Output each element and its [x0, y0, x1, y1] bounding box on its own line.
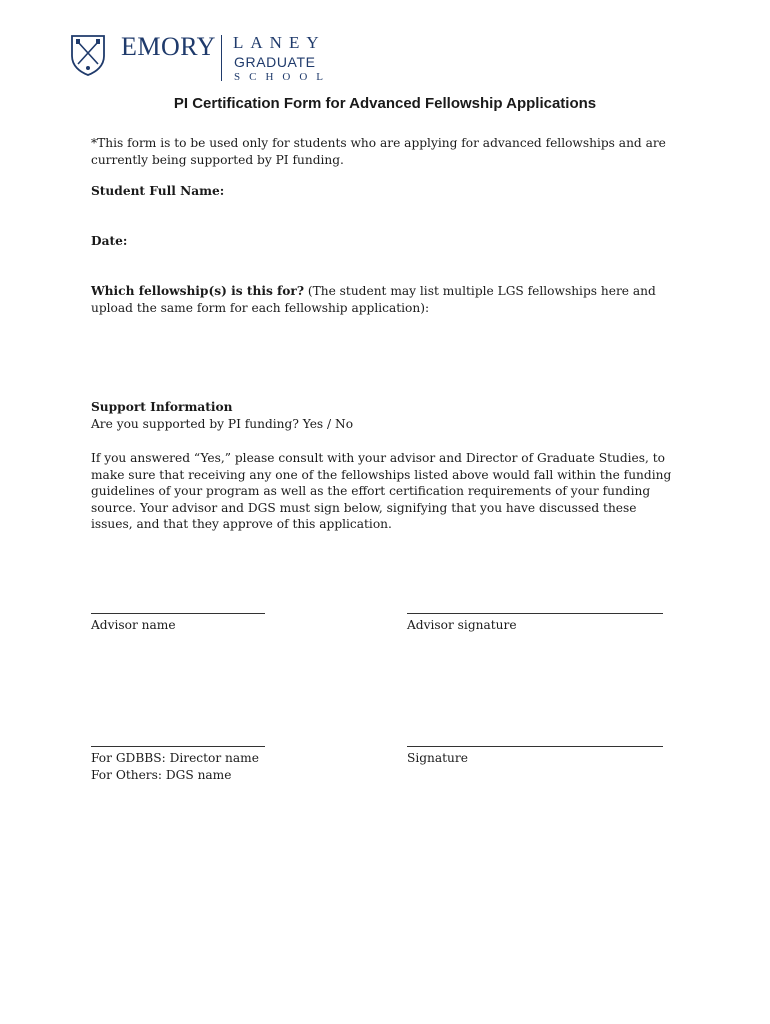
advisor-name-line [91, 613, 265, 614]
director-signature-label: Signature [407, 751, 468, 765]
emory-shield-icon [70, 34, 106, 76]
advisor-signature-line [407, 613, 663, 614]
fellowship-hint: (The student may list multiple LGS fellowships here and upload the same form for each fellowship application): [91, 284, 656, 315]
emory-wordmark: EMORY [121, 32, 216, 61]
fellowship-label: Which fellowship(s) is this for? [91, 284, 304, 298]
dgs-name-label: For Others: DGS name [91, 768, 232, 782]
date-label: Date: [91, 234, 128, 248]
laney-wordmark: LANEY [233, 33, 326, 52]
support-question: Are you supported by PI funding? Yes / No [91, 417, 354, 431]
advisor-name-label: Advisor name [91, 618, 176, 632]
fellowship-question [91, 283, 681, 316]
support-heading: Support Information [91, 400, 233, 414]
logo-divider [221, 35, 222, 81]
form-note: *This form is to be used only for students who are applying for advanced fellowships and are currently being supported by PI funding. [91, 136, 666, 167]
director-name-line [91, 746, 265, 747]
emory-laney-logo [70, 32, 333, 86]
director-signature-line [407, 746, 663, 747]
school-wordmark: SCHOOL [234, 71, 333, 83]
advisor-signature-label: Advisor signature [407, 618, 517, 632]
director-name-label: For GDBBS: Director name [91, 751, 259, 765]
graduate-wordmark: GRADUATE [234, 54, 316, 70]
student-name-label: Student Full Name: [91, 184, 225, 198]
form-title: PI Certification Form for Advanced Fellowship Applications [173, 95, 597, 112]
support-paragraph: If you answered “Yes,” please consult with your advisor and Director of Graduate Studies, to make sure that receiving any one of the fellowships listed above would fall within the funding guidelines of your program as well as the effort certification requirements of your funding source. Your advisor and DGS must sign below, signifying that you have discussed these issues, and that they approve of this application. [91, 451, 672, 531]
